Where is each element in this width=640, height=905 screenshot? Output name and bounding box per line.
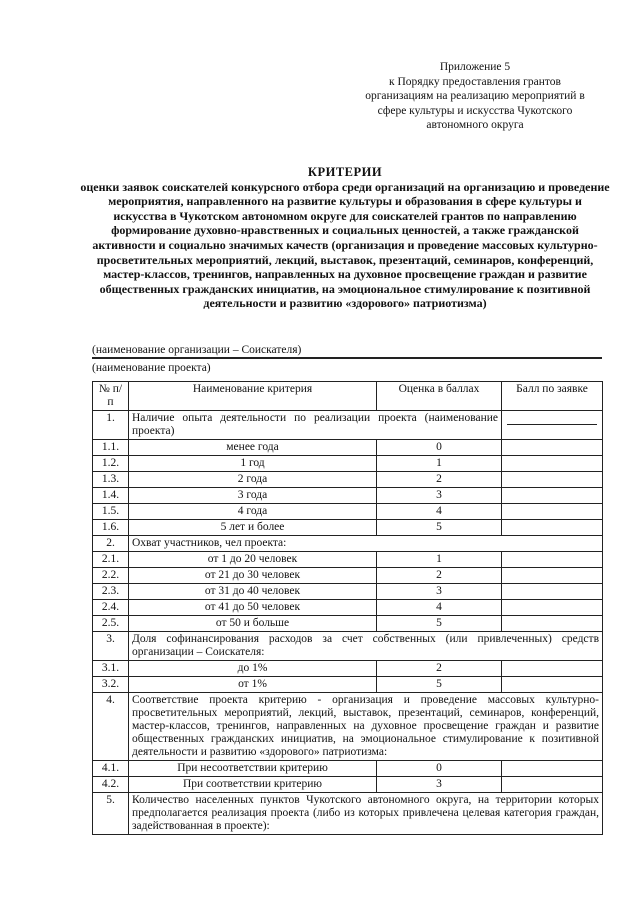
criteria-table (92, 381, 603, 835)
score-cell: 4 (377, 600, 502, 616)
table-row (93, 488, 603, 504)
application-score-cell (502, 661, 603, 677)
table-row (93, 568, 603, 584)
table-row (93, 536, 603, 552)
table-row (93, 456, 603, 472)
criterion-option: При несоответствии критерию (129, 761, 377, 777)
header-application-score: Балл по заявке (502, 382, 603, 411)
appendix-line: сфере культуры и искусства Чукотского (377, 104, 573, 117)
criterion-option: от 31 до 40 человек (129, 584, 377, 600)
organization-name-field: (наименование организации – Соискателя) (92, 343, 602, 359)
table-row (93, 472, 603, 488)
criterion-option: от 50 и больше (129, 616, 377, 632)
application-score-cell (502, 440, 603, 456)
row-number: 3. (93, 632, 129, 661)
application-score-cell (502, 472, 603, 488)
criterion-option: от 1 до 20 человек (129, 552, 377, 568)
application-score-cell (502, 777, 603, 793)
row-number: 2.1. (93, 552, 129, 568)
score-cell: 2 (377, 568, 502, 584)
table-row (93, 411, 603, 440)
table-row (93, 793, 603, 835)
section-criterion: Количество населенных пунктов Чукотского автономного округа, на территории которых предполагается реализация проекта (либо из которых привлечена целевая категория граждан, задействованная в проекте): (129, 793, 603, 835)
blank-line (507, 412, 597, 425)
table-row (93, 600, 603, 616)
score-cell: 5 (377, 616, 502, 632)
section-criterion: Доля софинансирования расходов за счет собственных (или привлеченных) средств организации – Соискателя: (129, 632, 603, 661)
table-row (93, 552, 603, 568)
header-score: Оценка в баллах (377, 382, 502, 411)
score-cell: 3 (377, 777, 502, 793)
application-score-cell (502, 504, 603, 520)
appendix-line: организациям на реализацию мероприятий в (365, 90, 585, 102)
score-cell: 2 (377, 472, 502, 488)
row-number: 1.5. (93, 504, 129, 520)
criterion-option: от 1% (129, 677, 377, 693)
row-number: 1.4. (93, 488, 129, 504)
criterion-option: 2 года (129, 472, 377, 488)
criterion-option: 5 лет и более (129, 520, 377, 536)
application-score-cell (502, 552, 603, 568)
title-heading: КРИТЕРИИ (307, 165, 383, 179)
section-criterion: Наличие опыта деятельности по реализации проекта (наименование проекта) (129, 411, 502, 440)
appendix-line: Приложение 5 (439, 61, 511, 73)
criterion-option: до 1% (129, 661, 377, 677)
table-row (93, 677, 603, 693)
application-score-cell (502, 600, 603, 616)
score-cell: 5 (377, 520, 502, 536)
row-number: 4. (93, 693, 129, 761)
row-number: 2.2. (93, 568, 129, 584)
score-cell: 3 (377, 584, 502, 600)
row-number: 1.2. (93, 456, 129, 472)
criterion-option: от 21 до 30 человек (129, 568, 377, 584)
document-title (80, 165, 610, 311)
table-row (93, 777, 603, 793)
criterion-option: от 41 до 50 человек (129, 600, 377, 616)
application-score-cell (502, 584, 603, 600)
application-score-cell (502, 411, 603, 440)
criterion-option: 1 год (129, 456, 377, 472)
score-cell: 5 (377, 677, 502, 693)
table-row (93, 584, 603, 600)
score-cell: 1 (377, 552, 502, 568)
row-number: 4.1. (93, 761, 129, 777)
score-cell: 0 (377, 761, 502, 777)
row-number: 1.6. (93, 520, 129, 536)
section-criterion: Соответствие проекта критерию - организация и проведение массовых культурно-просветительных мероприятий, лекций, выставок, презентаций, семинаров, конференций, мастер-классов, тренингов, направленных на духовное просвещение граждан и развитие общественных гражданских инициатив, на эмоциональное стимулирование к позитивной деятельности и развитию «здорового» патриотизма: (129, 693, 603, 761)
table-row (93, 440, 603, 456)
table-row (93, 632, 603, 661)
application-score-cell (502, 488, 603, 504)
table-row (93, 661, 603, 677)
criterion-option: менее года (129, 440, 377, 456)
application-score-cell (502, 761, 603, 777)
table-row (93, 761, 603, 777)
row-number: 2.3. (93, 584, 129, 600)
row-number: 4.2. (93, 777, 129, 793)
title-subtitle: оценки заявок соискателей конкурсного отбора среди организаций на организацию и проведение мероприятия, направленного на развитие культуры и образования в сфере культуры и искусства в Чукотском автономном округе для соискателей грантов по направлению формирование духовно-нравственных и социальных ценностей, а также гражданской активности и социально значимых качеств (организация и проведение массовых культурно-просветительных мероприятий, лекций, выставок, презентаций, семинаров, конференций, мастер-классов, тренингов, направленных на духовное просвещение граждан и развитие общественных гражданских инициатив, на эмоциональное стимулирование к позитивной деятельности и развитию «здорового» патриотизма) (80, 179, 610, 311)
appendix-line: автономного округа (426, 119, 524, 131)
criterion-option: 4 года (129, 504, 377, 520)
score-cell: 2 (377, 661, 502, 677)
project-name-field: (наименование проекта) (92, 362, 211, 374)
header-number: № п/п (93, 382, 129, 411)
table-row (93, 616, 603, 632)
criterion-option: При соответствии критерию (129, 777, 377, 793)
score-cell: 1 (377, 456, 502, 472)
score-cell: 4 (377, 504, 502, 520)
row-number: 1. (93, 411, 129, 440)
section-criterion: Охват участников, чел проекта: (129, 536, 603, 552)
application-score-cell (502, 677, 603, 693)
application-score-cell (502, 616, 603, 632)
score-cell: 0 (377, 440, 502, 456)
row-number: 2.5. (93, 616, 129, 632)
table-header-row (93, 382, 603, 411)
row-number: 2. (93, 536, 129, 552)
row-number: 3.2. (93, 677, 129, 693)
table-row (93, 520, 603, 536)
appendix-line: к Порядку предоставления грантов (389, 75, 561, 88)
application-score-cell (502, 568, 603, 584)
appendix-header (340, 60, 610, 133)
row-number: 3.1. (93, 661, 129, 677)
application-score-cell (502, 456, 603, 472)
table-row (93, 504, 603, 520)
row-number: 2.4. (93, 600, 129, 616)
row-number: 1.3. (93, 472, 129, 488)
criterion-option: 3 года (129, 488, 377, 504)
score-cell: 3 (377, 488, 502, 504)
table-row (93, 693, 603, 761)
header-criterion: Наименование критерия (129, 382, 377, 411)
row-number: 5. (93, 793, 129, 835)
row-number: 1.1. (93, 440, 129, 456)
application-score-cell (502, 520, 603, 536)
